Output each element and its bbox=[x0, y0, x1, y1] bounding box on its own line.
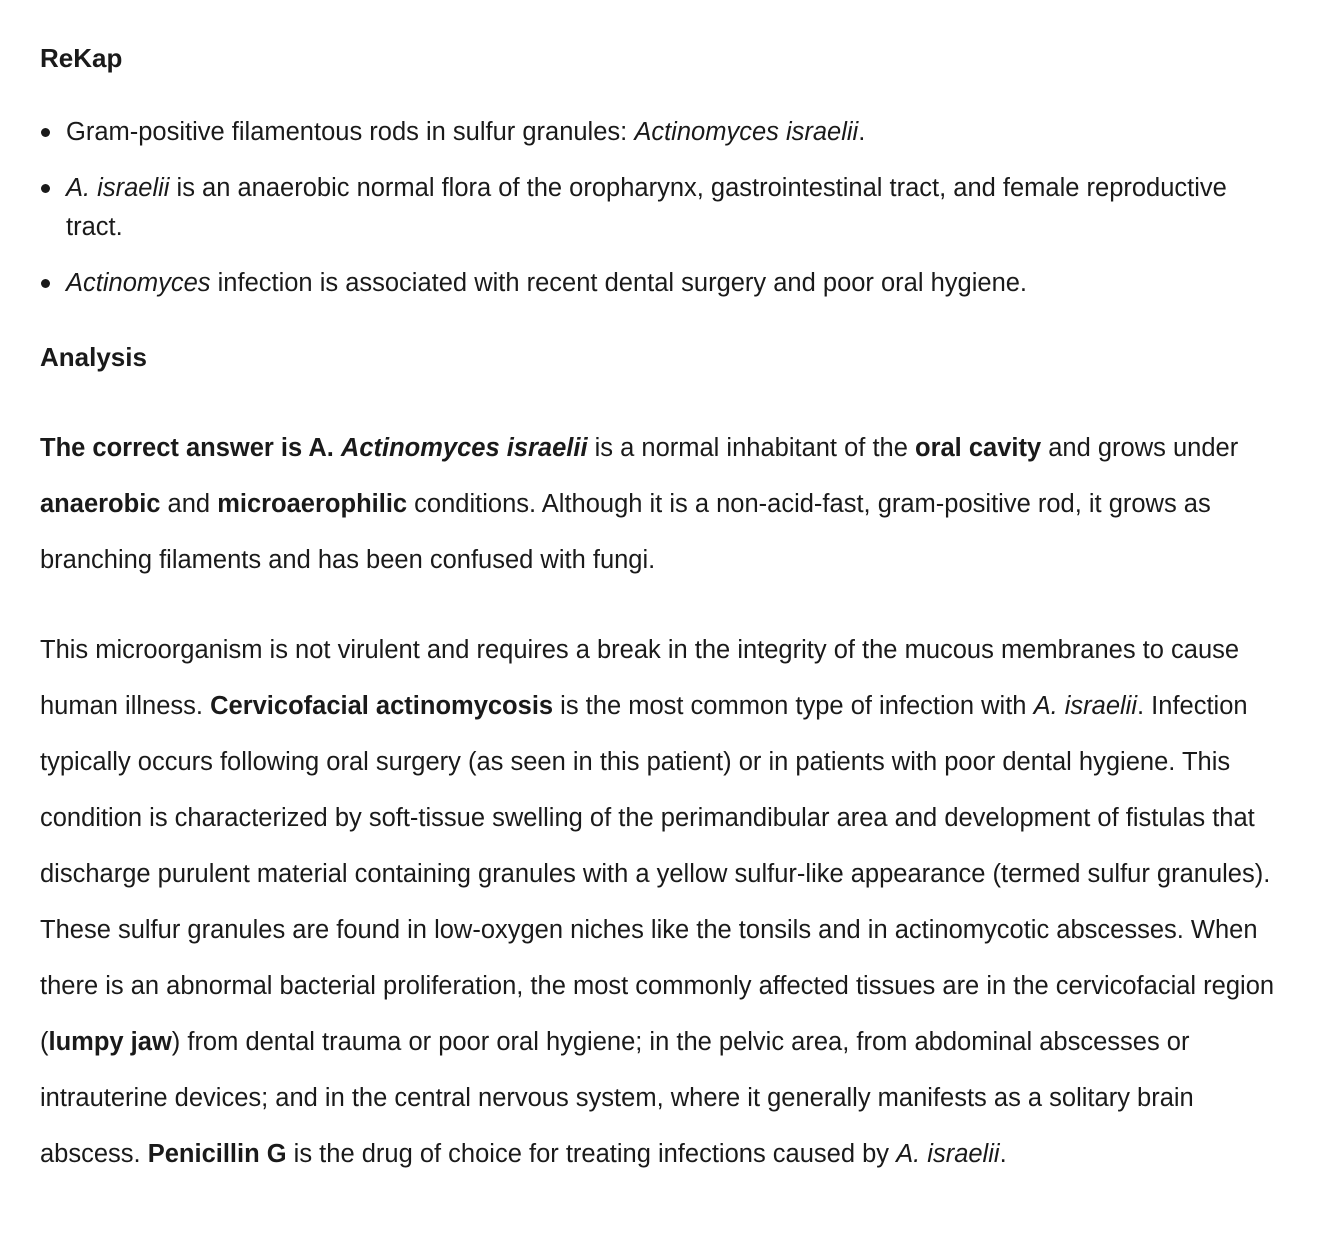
bullet-icon bbox=[41, 128, 50, 137]
italic-term: A. israelii bbox=[896, 1140, 1000, 1168]
bullet-text: Gram-positive filamentous rods in sulfur granules: bbox=[66, 118, 635, 146]
bullet-text: infection is associated with recent dental surgery and poor oral hygiene. bbox=[210, 269, 1028, 297]
bold-term: oral cavity bbox=[915, 434, 1042, 462]
bold-term: Cervicofacial actinomycosis bbox=[210, 692, 554, 720]
list-item bbox=[0, 113, 1300, 152]
organism-name: Actinomyces israelii bbox=[340, 434, 588, 462]
list-item bbox=[0, 169, 1300, 247]
bold-term: Penicillin G bbox=[147, 1140, 287, 1168]
bold-term: anaerobic bbox=[40, 490, 161, 518]
list-item bbox=[0, 264, 1300, 303]
bullet-italic-term: Actinomyces israelii bbox=[634, 118, 859, 146]
rekap-bullet-list bbox=[0, 113, 1300, 320]
bullet-text: . bbox=[858, 118, 866, 146]
analysis-heading: Analysis bbox=[40, 342, 147, 372]
bold-term: microaerophilic bbox=[217, 490, 408, 518]
bullet-italic-term: Actinomyces bbox=[66, 269, 211, 297]
italic-term: A. israelii bbox=[1033, 692, 1138, 720]
bullet-icon bbox=[41, 184, 50, 193]
bullet-icon bbox=[41, 279, 50, 288]
analysis-paragraph-answer: The correct answer is A. Actinomyces israelii is a normal inhabitant of the oral cavity and grows under anaerobic and microaerophilic conditions. Although it is a non-acid-fast, gram-positive rod, it grows as branching filaments and has been confused with fungi. bbox=[40, 434, 1239, 574]
rekap-heading: ReKap bbox=[40, 43, 123, 73]
bold-term: lumpy jaw bbox=[48, 1028, 172, 1056]
bullet-italic-term: A. israelii bbox=[66, 174, 170, 202]
analysis-paragraph-detail: This microorganism is not virulent and requires a break in the integrity of the mucous membranes to cause human illness. Cervicofacial actinomycosis is the most common type of infection with A. israelii. Infection typically occurs following oral surgery (as seen in this patient) or in patients with poor dental hygiene. This condition is characterized by soft-tissue swelling of the perimandibular area and development of fistulas that discharge purulent material containing granules with a yellow sulfur-like appearance (termed sulfur granules). These sulfur granules are found in low-oxygen niches like the tonsils and in actinomycotic abscesses. When there is an abnormal bacterial proliferation, the most commonly affected tissues are in the cervicofacial region (lumpy jaw) from dental trauma or poor oral hygiene; in the pelvic area, from abdominal abscesses or intrauterine devices; and in the central nervous system, where it generally manifests as a solitary brain abscess. Penicillin G is the drug of choice for treating infections caused by A. israelii. bbox=[40, 636, 1275, 1168]
answer-statement: The correct answer is A. bbox=[40, 434, 341, 462]
bullet-text: is an anaerobic normal flora of the oropharynx, gastrointestinal tract, and female reproductive tract. bbox=[66, 174, 1227, 241]
